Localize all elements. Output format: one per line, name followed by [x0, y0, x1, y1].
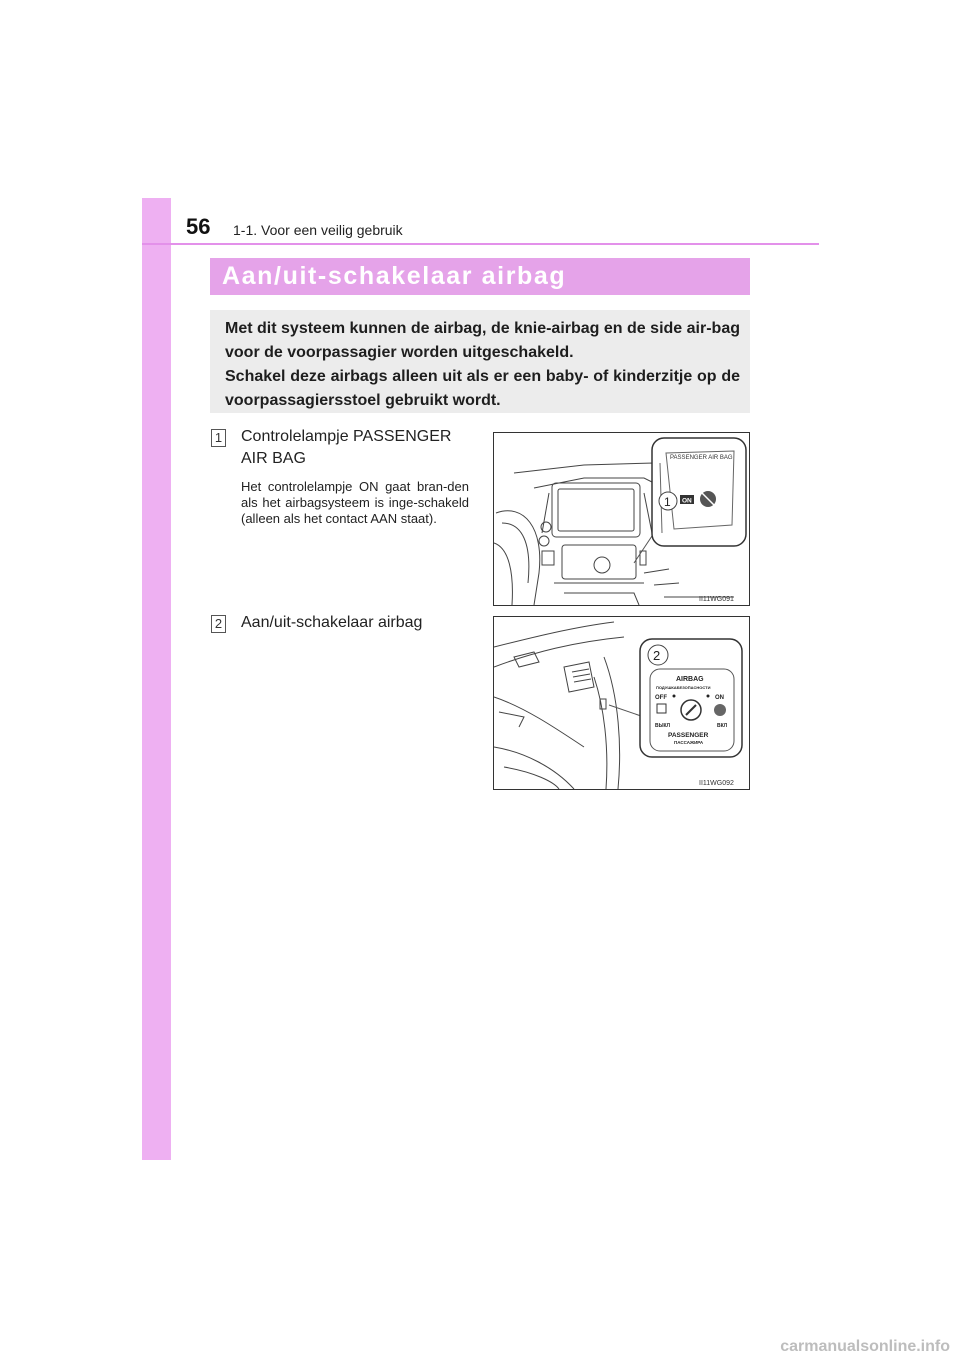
item-number-badge: 1	[211, 429, 226, 447]
off-label-ru: ВЫКЛ	[655, 723, 671, 729]
intro-paragraph-2: Schakel deze airbags alleen uit als er een baby- of kinderzitje op de voorpassagiersstoel gebruikt wordt.	[225, 368, 740, 409]
section-title: Aan/uit-schakelaar airbag	[210, 258, 750, 295]
bottom-label-ru: ПАССАЖИРА	[674, 740, 704, 745]
dashboard-illustration	[494, 433, 749, 605]
intro-paragraph-1: Met dit systeem kunnen de airbag, de knie-airbag en de side air-bag voor de voorpassagier worden uitgeschakeld.	[225, 320, 740, 361]
bottom-label: PASSENGER	[668, 732, 709, 739]
off-label: OFF	[655, 695, 667, 701]
list-item	[211, 426, 469, 527]
on-label: ON	[715, 695, 724, 701]
page-number: 56	[186, 214, 211, 239]
side-strip	[142, 198, 171, 1160]
on-label-ru: ВКЛ	[717, 723, 728, 729]
watermark: carmanualsonline.info	[780, 1338, 950, 1355]
item-title: Aan/uit-schakelaar airbag	[241, 614, 423, 631]
switch-title-ru: ПОДУШКАБЕЗОПАСНОСТИ	[656, 685, 711, 690]
panel-label: PASSENGER AIR BAG	[670, 455, 733, 461]
switch-illustration	[494, 617, 749, 789]
item-title: Controlelampje PASSENGER AIR BAG	[241, 428, 452, 467]
item-description: Het controlelampje ON gaat bran-den als het airbagsysteem is inge-schakeld (alleen als het contact AAN staat).	[241, 479, 469, 526]
chapter-title: 1-1. Voor een veilig gebruik	[233, 222, 403, 238]
switch-title: AIRBAG	[676, 676, 704, 683]
on-indicator-label: ON	[682, 497, 692, 505]
header-rule	[142, 243, 819, 245]
callout-number: 1	[664, 495, 671, 509]
figure-code: II11WG092	[699, 780, 734, 787]
list-item	[211, 612, 469, 634]
figure-code: II11WG091	[699, 596, 734, 603]
callout-number: 2	[653, 648, 661, 663]
figure-airbag-switch	[493, 616, 750, 790]
figure-dashboard-indicator	[493, 432, 750, 606]
item-number-badge: 2	[211, 615, 226, 633]
airbag-on-icon	[714, 704, 726, 716]
intro-box	[210, 310, 750, 413]
